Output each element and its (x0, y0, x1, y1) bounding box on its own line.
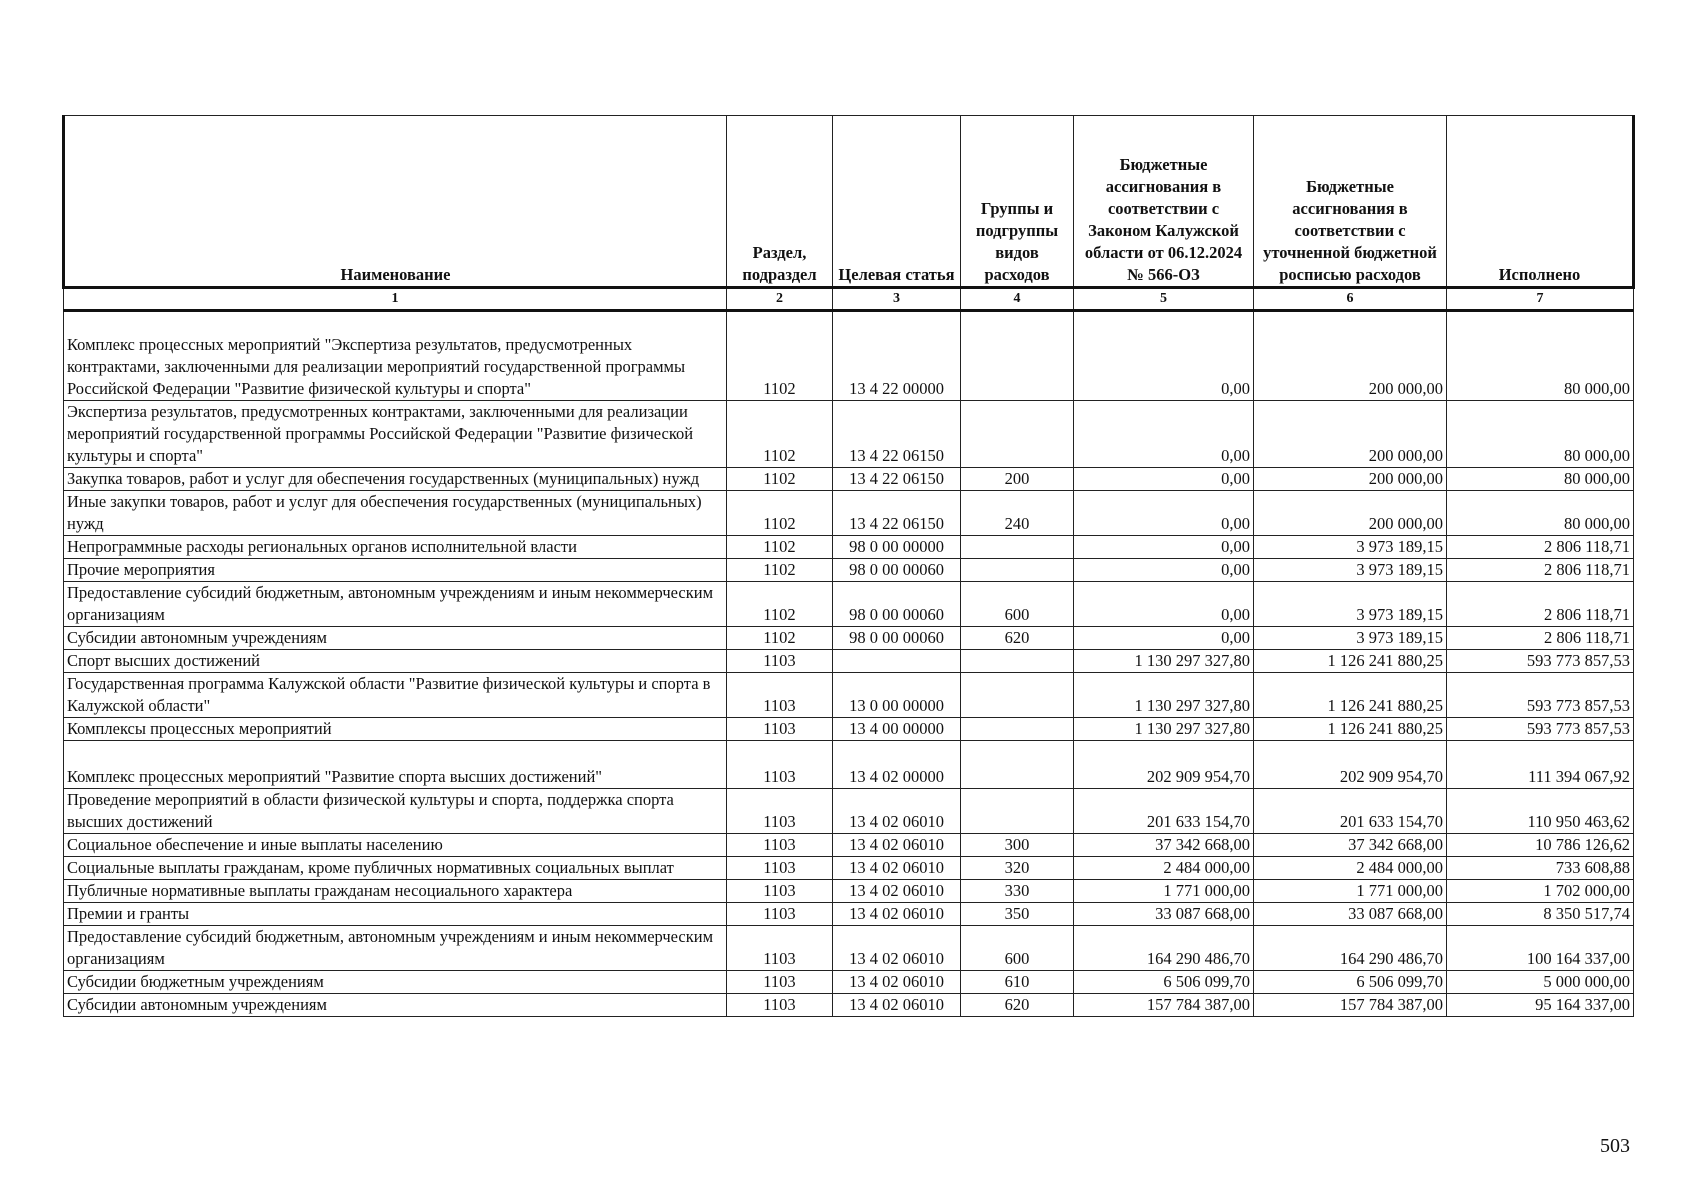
row-law-amount-cell: 33 087 668,00 (1074, 903, 1254, 926)
row-group-cell: 620 (961, 994, 1074, 1017)
row-group-cell (961, 789, 1074, 834)
row-section-cell: 1103 (727, 834, 833, 857)
table-row (64, 468, 1634, 491)
column-number: 3 (833, 288, 961, 311)
row-executed-amount-cell: 2 806 118,71 (1447, 536, 1634, 559)
table-row (64, 857, 1634, 880)
row-section-cell: 1103 (727, 857, 833, 880)
row-group-cell (961, 741, 1074, 789)
row-law-amount-cell: 164 290 486,70 (1074, 926, 1254, 971)
row-law-amount-cell: 202 909 954,70 (1074, 741, 1254, 789)
table-row (64, 401, 1634, 468)
row-law-amount-cell: 1 130 297 327,80 (1074, 650, 1254, 673)
table-row (64, 559, 1634, 582)
row-group-cell (961, 673, 1074, 718)
row-refined-amount-cell: 202 909 954,70 (1254, 741, 1447, 789)
row-target-cell: 13 4 02 06010 (833, 971, 961, 994)
row-group-cell: 600 (961, 582, 1074, 627)
row-executed-amount-cell: 593 773 857,53 (1447, 718, 1634, 741)
row-group-cell (961, 650, 1074, 673)
row-group-cell: 600 (961, 926, 1074, 971)
column-number: 1 (64, 288, 727, 311)
row-executed-amount-cell: 1 702 000,00 (1447, 880, 1634, 903)
table-row (64, 718, 1634, 741)
row-name-cell: Субсидии автономным учреждениям (64, 994, 727, 1017)
row-executed-amount-cell: 2 806 118,71 (1447, 627, 1634, 650)
row-refined-amount-cell: 3 973 189,15 (1254, 559, 1447, 582)
row-executed-amount-cell: 111 394 067,92 (1447, 741, 1634, 789)
row-section-cell: 1102 (727, 582, 833, 627)
header-law-allocations: Бюджетные ассигнования в соответствии с Законом Калужской области от 06.12.2024 № 566-ОЗ (1074, 116, 1254, 288)
row-name-cell: Субсидии бюджетным учреждениям (64, 971, 727, 994)
column-number-row (64, 288, 1634, 311)
row-section-cell: 1102 (727, 311, 833, 401)
row-target-cell: 13 0 00 00000 (833, 673, 961, 718)
row-law-amount-cell: 201 633 154,70 (1074, 789, 1254, 834)
row-law-amount-cell: 157 784 387,00 (1074, 994, 1254, 1017)
row-law-amount-cell: 0,00 (1074, 559, 1254, 582)
row-target-cell: 13 4 00 00000 (833, 718, 961, 741)
row-law-amount-cell: 0,00 (1074, 582, 1254, 627)
table-row (64, 903, 1634, 926)
row-name-cell: Предоставление субсидий бюджетным, автономным учреждениям и иным некоммерческим организациям (64, 926, 727, 971)
row-section-cell: 1103 (727, 741, 833, 789)
row-section-cell: 1102 (727, 468, 833, 491)
row-target-cell: 13 4 22 06150 (833, 468, 961, 491)
row-section-cell: 1103 (727, 718, 833, 741)
row-law-amount-cell: 0,00 (1074, 536, 1254, 559)
row-refined-amount-cell: 164 290 486,70 (1254, 926, 1447, 971)
row-law-amount-cell: 0,00 (1074, 311, 1254, 401)
header-target-article: Целевая статья (833, 116, 961, 288)
row-group-cell (961, 718, 1074, 741)
row-law-amount-cell: 0,00 (1074, 401, 1254, 468)
row-group-cell: 610 (961, 971, 1074, 994)
row-executed-amount-cell: 593 773 857,53 (1447, 650, 1634, 673)
row-refined-amount-cell: 200 000,00 (1254, 491, 1447, 536)
row-name-cell: Социальное обеспечение и иные выплаты населению (64, 834, 727, 857)
table-header-row (64, 116, 1634, 288)
row-refined-amount-cell: 33 087 668,00 (1254, 903, 1447, 926)
table-row (64, 834, 1634, 857)
row-executed-amount-cell: 733 608,88 (1447, 857, 1634, 880)
row-target-cell: 13 4 02 06010 (833, 834, 961, 857)
row-group-cell: 330 (961, 880, 1074, 903)
row-refined-amount-cell: 3 973 189,15 (1254, 582, 1447, 627)
row-executed-amount-cell: 100 164 337,00 (1447, 926, 1634, 971)
table-row (64, 673, 1634, 718)
row-executed-amount-cell: 80 000,00 (1447, 401, 1634, 468)
row-name-cell: Комплексы процессных мероприятий (64, 718, 727, 741)
row-group-cell (961, 559, 1074, 582)
row-target-cell: 98 0 00 00060 (833, 559, 961, 582)
page-number: 503 (1600, 1135, 1630, 1157)
row-law-amount-cell: 1 130 297 327,80 (1074, 673, 1254, 718)
row-refined-amount-cell: 1 126 241 880,25 (1254, 650, 1447, 673)
row-name-cell: Предоставление субсидий бюджетным, автономным учреждениям и иным некоммерческим организациям (64, 582, 727, 627)
row-law-amount-cell: 0,00 (1074, 468, 1254, 491)
row-group-cell (961, 401, 1074, 468)
row-law-amount-cell: 0,00 (1074, 491, 1254, 536)
row-refined-amount-cell: 1 126 241 880,25 (1254, 673, 1447, 718)
row-executed-amount-cell: 80 000,00 (1447, 491, 1634, 536)
row-law-amount-cell: 6 506 099,70 (1074, 971, 1254, 994)
row-target-cell: 13 4 22 00000 (833, 311, 961, 401)
table-row (64, 582, 1634, 627)
row-target-cell: 13 4 02 06010 (833, 903, 961, 926)
row-name-cell: Субсидии автономным учреждениям (64, 627, 727, 650)
table-row (64, 627, 1634, 650)
row-refined-amount-cell: 1 126 241 880,25 (1254, 718, 1447, 741)
row-name-cell: Проведение мероприятий в области физической культуры и спорта, поддержка спорта высших достижений (64, 789, 727, 834)
row-target-cell (833, 650, 961, 673)
header-refined-allocations: Бюджетные ассигнования в соответствии с уточненной бюджетной росписью расходов (1254, 116, 1447, 288)
row-section-cell: 1102 (727, 627, 833, 650)
header-expense-groups: Группы и подгруппы видов расходов (961, 116, 1074, 288)
row-refined-amount-cell: 6 506 099,70 (1254, 971, 1447, 994)
row-target-cell: 13 4 02 06010 (833, 857, 961, 880)
row-target-cell: 13 4 22 06150 (833, 491, 961, 536)
row-refined-amount-cell: 2 484 000,00 (1254, 857, 1447, 880)
column-number: 7 (1447, 288, 1634, 311)
budget-table (62, 115, 1635, 1017)
row-name-cell: Спорт высших достижений (64, 650, 727, 673)
row-group-cell (961, 536, 1074, 559)
table-row (64, 971, 1634, 994)
row-refined-amount-cell: 3 973 189,15 (1254, 627, 1447, 650)
row-target-cell: 13 4 02 06010 (833, 880, 961, 903)
column-number: 4 (961, 288, 1074, 311)
column-number: 5 (1074, 288, 1254, 311)
table-row (64, 789, 1634, 834)
row-group-cell: 620 (961, 627, 1074, 650)
row-target-cell: 13 4 22 06150 (833, 401, 961, 468)
row-name-cell: Непрограммные расходы региональных органов исполнительной власти (64, 536, 727, 559)
row-section-cell: 1102 (727, 536, 833, 559)
row-refined-amount-cell: 200 000,00 (1254, 311, 1447, 401)
table-row (64, 741, 1634, 789)
row-refined-amount-cell: 1 771 000,00 (1254, 880, 1447, 903)
header-name: Наименование (64, 116, 727, 288)
row-name-cell: Комплекс процессных мероприятий "Экспертиза результатов, предусмотренных контрактами, заключенными для реализации мероприятий государственной программы Российской Федерации "Развитие физической культуры и спорта" (64, 311, 727, 401)
header-section: Раздел, подраздел (727, 116, 833, 288)
row-name-cell: Прочие мероприятия (64, 559, 727, 582)
row-target-cell: 98 0 00 00060 (833, 627, 961, 650)
row-refined-amount-cell: 157 784 387,00 (1254, 994, 1447, 1017)
row-section-cell: 1103 (727, 880, 833, 903)
header-executed: Исполнено (1447, 116, 1634, 288)
row-group-cell: 300 (961, 834, 1074, 857)
row-executed-amount-cell: 110 950 463,62 (1447, 789, 1634, 834)
row-refined-amount-cell: 37 342 668,00 (1254, 834, 1447, 857)
row-target-cell: 98 0 00 00000 (833, 536, 961, 559)
row-refined-amount-cell: 200 000,00 (1254, 468, 1447, 491)
row-executed-amount-cell: 10 786 126,62 (1447, 834, 1634, 857)
row-executed-amount-cell: 80 000,00 (1447, 468, 1634, 491)
row-group-cell: 200 (961, 468, 1074, 491)
row-name-cell: Социальные выплаты гражданам, кроме публичных нормативных социальных выплат (64, 857, 727, 880)
table-row (64, 994, 1634, 1017)
row-name-cell: Закупка товаров, работ и услуг для обеспечения государственных (муниципальных) нужд (64, 468, 727, 491)
column-number: 6 (1254, 288, 1447, 311)
row-target-cell: 13 4 02 06010 (833, 926, 961, 971)
row-section-cell: 1102 (727, 401, 833, 468)
table-row (64, 311, 1634, 401)
row-target-cell: 98 0 00 00060 (833, 582, 961, 627)
row-section-cell: 1103 (727, 903, 833, 926)
row-section-cell: 1103 (727, 789, 833, 834)
row-section-cell: 1103 (727, 926, 833, 971)
row-executed-amount-cell: 95 164 337,00 (1447, 994, 1634, 1017)
row-law-amount-cell: 1 130 297 327,80 (1074, 718, 1254, 741)
row-target-cell: 13 4 02 06010 (833, 789, 961, 834)
row-executed-amount-cell: 5 000 000,00 (1447, 971, 1634, 994)
row-section-cell: 1103 (727, 994, 833, 1017)
table-row (64, 880, 1634, 903)
table-row (64, 536, 1634, 559)
row-refined-amount-cell: 201 633 154,70 (1254, 789, 1447, 834)
row-group-cell: 320 (961, 857, 1074, 880)
row-executed-amount-cell: 593 773 857,53 (1447, 673, 1634, 718)
row-name-cell: Иные закупки товаров, работ и услуг для обеспечения государственных (муниципальных) нужд (64, 491, 727, 536)
row-executed-amount-cell: 80 000,00 (1447, 311, 1634, 401)
row-name-cell: Экспертиза результатов, предусмотренных контрактами, заключенными для реализации мероприятий государственной программы Российской Федерации "Развитие физической культуры и спорта" (64, 401, 727, 468)
row-group-cell (961, 311, 1074, 401)
row-refined-amount-cell: 200 000,00 (1254, 401, 1447, 468)
row-section-cell: 1103 (727, 971, 833, 994)
row-name-cell: Комплекс процессных мероприятий "Развитие спорта высших достижений" (64, 741, 727, 789)
row-target-cell: 13 4 02 06010 (833, 994, 961, 1017)
table-row (64, 650, 1634, 673)
row-section-cell: 1103 (727, 650, 833, 673)
row-group-cell: 240 (961, 491, 1074, 536)
row-law-amount-cell: 37 342 668,00 (1074, 834, 1254, 857)
row-target-cell: 13 4 02 00000 (833, 741, 961, 789)
row-section-cell: 1102 (727, 491, 833, 536)
row-executed-amount-cell: 2 806 118,71 (1447, 559, 1634, 582)
row-name-cell: Государственная программа Калужской области "Развитие физической культуры и спорта в Калужской области" (64, 673, 727, 718)
table-row (64, 926, 1634, 971)
row-executed-amount-cell: 8 350 517,74 (1447, 903, 1634, 926)
row-group-cell: 350 (961, 903, 1074, 926)
row-refined-amount-cell: 3 973 189,15 (1254, 536, 1447, 559)
row-executed-amount-cell: 2 806 118,71 (1447, 582, 1634, 627)
row-law-amount-cell: 1 771 000,00 (1074, 880, 1254, 903)
row-name-cell: Премии и гранты (64, 903, 727, 926)
row-law-amount-cell: 2 484 000,00 (1074, 857, 1254, 880)
row-section-cell: 1103 (727, 673, 833, 718)
row-law-amount-cell: 0,00 (1074, 627, 1254, 650)
table-row (64, 491, 1634, 536)
column-number: 2 (727, 288, 833, 311)
row-section-cell: 1102 (727, 559, 833, 582)
row-name-cell: Публичные нормативные выплаты гражданам несоциального характера (64, 880, 727, 903)
